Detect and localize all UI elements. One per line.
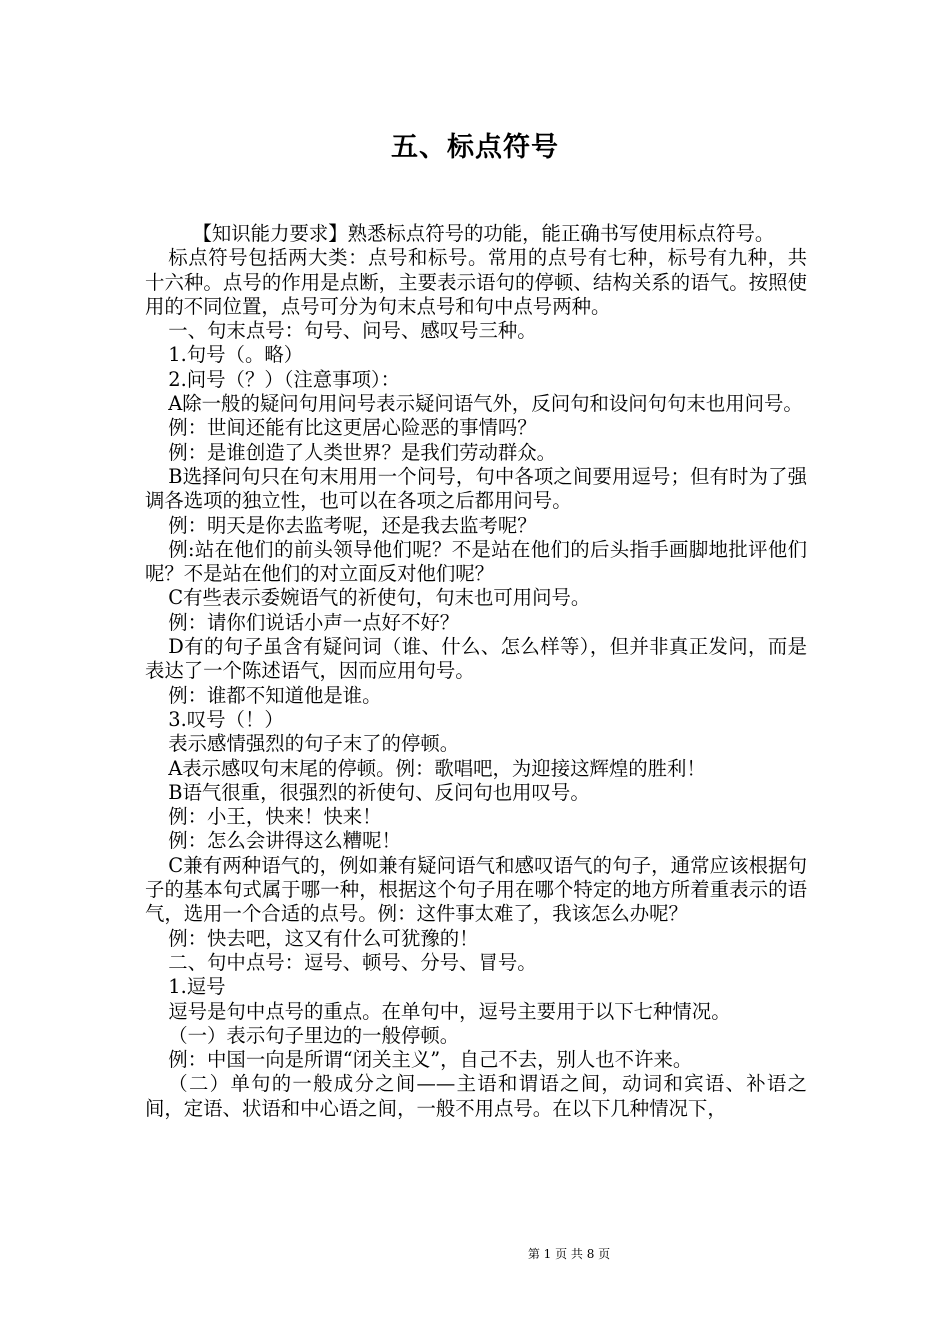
paragraph: 3.叹号（！） [168,707,284,731]
paragraph: 例：中国一向是所谓“闭关主义”，自己不去，别人也不许来。 [168,1048,693,1072]
paragraph: （二）单句的一般成分之间——主语和谓语之间，动词和宾语、补语之间，定语、状语和中心语之间，一般不用点号。在以下几种情况下， [145,1072,807,1120]
paragraph: B选择问句只在句末用用一个问号，句中各项之间要用逗号；但有时为了强调各选项的独立性，也可以在各项之后都用问号。 [145,464,807,513]
paragraph: 例：谁都不知道他是谁。 [168,683,382,707]
page-footer: 第 1 页 共 8 页 [527,1247,611,1261]
paragraph: 例:站在他们的前头领导他们呢？不是站在他们的后头指手画脚地批评他们呢？不是站在他们的对立面反对他们呢？ [145,537,807,586]
paragraph: 例：明天是你去监考呢，还是我去监考呢？ [168,513,537,537]
paragraph: 逗号是句中点号的重点。在单句中，逗号主要用于以下七种情况。 [168,999,731,1023]
paragraph: 1.句号（。略） [168,343,304,367]
paragraph: 标点符号包括两大类：点号和标号。常用的点号有七种，标号有九种，共十六种。点号的作用是点断，主要表示语句的停顿、结构关系的语气。按照使用的不同位置，点号可分为句末点号和句中点号两种。 [145,246,807,318]
paragraph: 二、句中点号：逗号、顿号、分号、冒号。 [168,950,537,974]
paragraph: 例：是谁创造了人类世界？是我们劳动群众。 [168,440,557,464]
paragraph: C兼有两种语气的，例如兼有疑问语气和感叹语气的句子，通常应该根据句子的基本句式属于哪一种，根据这个句子用在哪个特定的地方所着重表示的语气，选用一个合适的点号。例：这件事太难了，我该怎么办呢？ [145,853,807,926]
paragraph: 例：快去吧，这又有什么可犹豫的！ [168,926,479,950]
paragraph: （一）表示句子里边的一般停顿。 [168,1023,460,1047]
paragraph: 例：世间还能有比这更居心险恶的事情吗？ [168,416,537,440]
document-body [145,222,807,1121]
paragraph: 【知识能力要求】熟悉标点符号的功能，能正确书写使用标点符号。 [192,222,775,245]
paragraph: 一、句末点号：句号、问号、感叹号三种。 [168,319,537,343]
paragraph: 例：小王，快来！快来！ [168,805,382,829]
paragraph: 1.逗号 [168,975,226,999]
paragraph: D有的句子虽含有疑问词（谁、什么、怎么样等），但并非真正发问，而是表达了一个陈述语气，因而应用句号。 [145,635,807,683]
paragraph: 例：请你们说话小声一点好不好？ [168,610,460,634]
page-title: 五、标点符号 [391,132,559,163]
paragraph: 2.问号（？）（注意事项）： [168,367,401,391]
paragraph: A除一般的疑问句用问号表示疑问语气外，反问句和设问句句末也用问号。 [168,392,803,416]
paragraph: 表示感情强烈的句子末了的停顿。 [168,732,460,756]
paragraph: A表示感叹句末尾的停顿。例：歌唱吧，为迎接这辉煌的胜利！ [168,756,706,780]
paragraph: B语气很重，很强烈的祈使句、反问句也用叹号。 [168,780,590,804]
paragraph: 例：怎么会讲得这么糟呢！ [168,829,401,853]
paragraph: C有些表示委婉语气的祈使句，句末也可用问号。 [168,586,591,610]
